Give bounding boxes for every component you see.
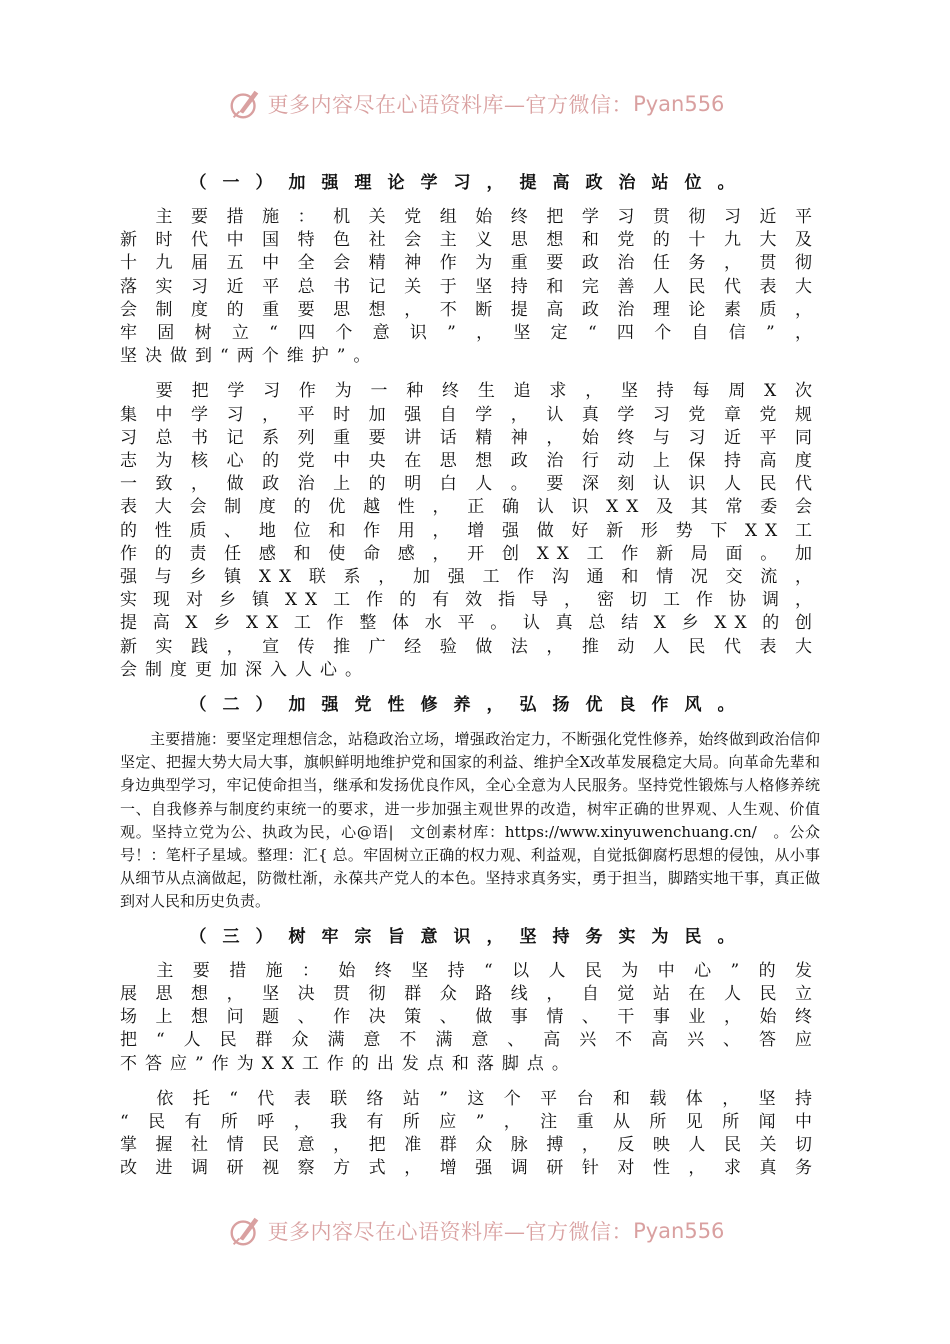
document-body [120,168,820,1181]
text-line: 的性质、地位和作用，增强做好新形势下XX工 [120,520,820,541]
text-line: 习总书记系列重要讲话精神，始终与习近平同 [120,427,820,448]
text-line: 主要措施：始终坚持“以人民为中心”的发 [120,960,820,981]
text-line: 实现对乡镇XX工作的有效指导，密切工作协调， [120,590,820,611]
watermark-banner-bottom [0,1211,950,1251]
text-line: 落实习近平总书记关于坚持和完善人民代表大 [120,276,820,297]
paragraph-3-2 [120,1088,820,1181]
watermark-text: 更多内容尽在心语资料库—官方微信： [267,93,634,117]
paragraph-3-1 [120,960,820,1076]
text-line: 强与乡镇XX联系，加强工作沟通和情况交流， [120,567,820,588]
section-heading-1: （一）加强理论学习，提高政治站位。 [189,173,751,193]
text-line: 新时代中国特色社会主义思想和党的十九大及 [120,230,820,251]
text-line: 不答应”作为XX工作的出发点和落脚点。 [120,1053,577,1074]
text-line: 场上想问题、作决策、做事情、干事业，始终 [120,1007,820,1028]
text-line: 改进调研视察方式，增强调研针对性，求真务 [120,1158,820,1179]
text-line: 一致，做政治上的明白人。要深刻认识人民代 [120,474,820,495]
text-line: 会制度更加深入人心。 [120,659,370,680]
text-line: 依托“代表联络站”这个平台和载体，坚持 [120,1088,820,1109]
text-line: 提高X乡XX工作整体水平。认真总结X乡XX的创 [120,613,820,634]
section-heading-3: （三）树牢宗旨意识，坚持务实为民。 [189,926,751,947]
text-line: 十九届五中全会精神作为重要政治任务，贯彻 [120,253,820,274]
watermark-wechat-id: Pyan556 [633,1219,725,1243]
text-line: 坚决做到“两个维护”。 [120,346,379,367]
watermark-wechat-id: Pyan556 [633,92,725,116]
paragraph-2-1: 主要措施：要坚定理想信念，站稳政治立场，增强政治定力，不断强化党性修养，始终做到政治信仰坚定、把握大势大局大事，旗帜鲜明地维护党和国家的利益、维护全X改革发展稳定大局。向革命先辈和身边典型学习，牢记使命担当，继承和发扬优良作风，全心全意为人民服务。坚持党性锻炼与人格修养统一、自我修养与制度约束统一的要求，进一步加强主观世界的改造，树牢正确的世界观、人生观、价值观。坚持立党为公、执政为民，心@语| 文创素材库：https://www.xinyuwenchuang.cn/ 。公众号！：笔杆子星域。整理：汇{ 总。牢固树立正确的权力观、利益观，自觉抵御腐朽思想的侵蚀，从小事从细节从点滴做起，防微杜渐，永葆共产党人的本色。坚持求真务实，勇于担当，脚踏实地干事，真正做到对人民和历史负责。 [120,730,820,911]
text-line: “民有所呼，我有所应”，注重从所见所闻中 [120,1111,820,1132]
section-heading-2: （二）加强党性修养，弘扬优良作风。 [189,695,751,716]
text-line: 作的责任感和使命感，开创XX工作新局面。加 [120,543,820,564]
quill-seal-logo-icon [226,85,264,123]
text-line: 志为核心的党中央在思想政治行动上保持高度 [120,451,820,472]
text-line: 表大会制度的优越性，正确认识XX及其常委会 [120,497,820,518]
quill-seal-logo-icon [226,1212,264,1250]
watermark-text: 更多内容尽在心语资料库—官方微信： [267,1220,634,1244]
text-line: 集中学习，平时加强自学，认真学习党章党规 [120,404,820,425]
text-line: 新实践，宣传推广经验做法，推动人民代表大 [120,636,820,657]
text-line: 展思想，坚决贯彻群众路线，自觉站在人民立 [120,983,820,1004]
text-line: 会制度的重要思想，不断提高政治理论素质， [120,299,820,320]
paragraph-1-2 [120,380,820,682]
text-line: 主要措施：机关党组始终把学习贯彻习近平 [120,207,820,227]
paragraph-1-1 [120,206,820,368]
text-line: 掌握社情民意，把准群众脉搏，反映人民关切 [120,1135,820,1156]
text-line: 牢固树立“四个意识”，坚定“四个自信”， [120,323,820,344]
watermark-banner-top [0,84,950,124]
text-line: 要把学习作为一种终生追求，坚持每周X次 [120,381,820,402]
text-line: 把“人民群众满意不满意、高兴不高兴、答应 [120,1030,820,1051]
